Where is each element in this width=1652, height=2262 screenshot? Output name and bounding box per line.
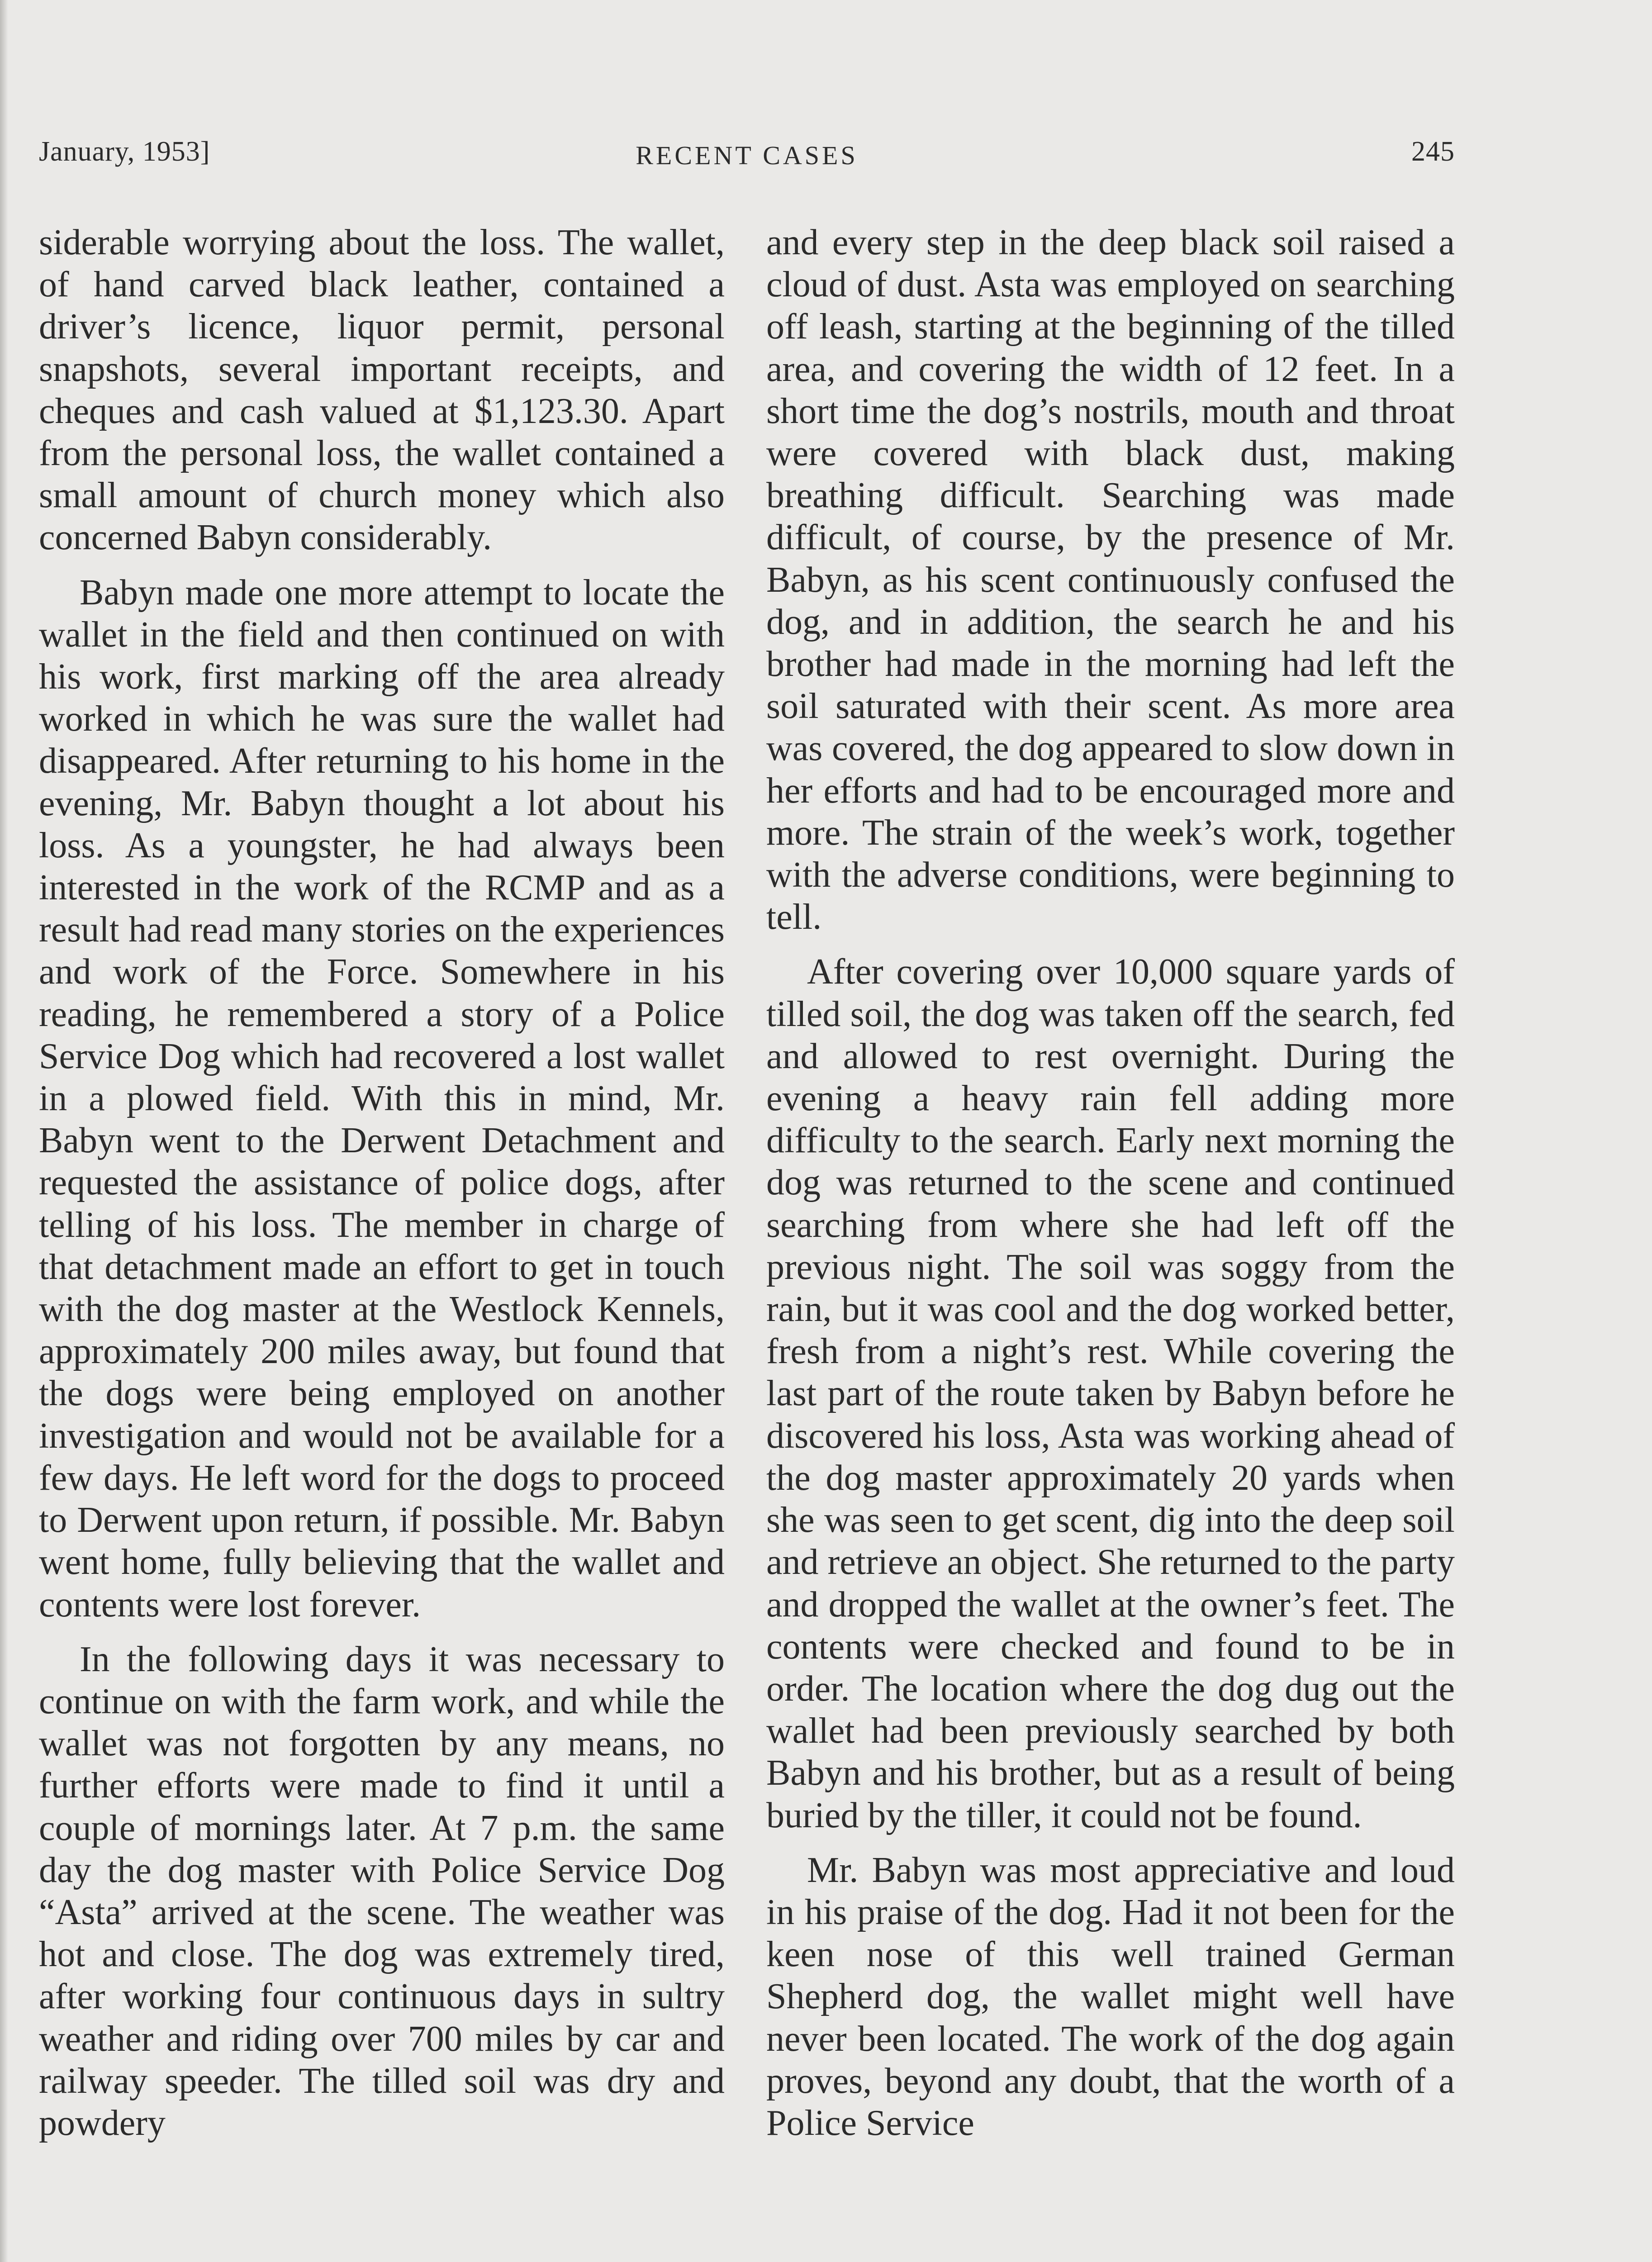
paragraph: Mr. Babyn was most appreciative and loud in his praise of the dog. Had it not been for the keen nose of this well trained German Shepherd dog, the wallet might well have never been located. The work of the dog again proves, beyond any doubt, that the worth of a Police Service (766, 1850, 1455, 2143)
paragraph: Babyn made one more attempt to locate the wallet in the field and then continued on with his work, first marking off the area already worked in which he was sure the wallet had disappeared. After returning to his home in the evening, Mr. Babyn thought a lot about his loss. As a youngster, he had always been interested in the work of the RCMP and as a result had read many stories on the experiences and work of the Force. Somewhere in his reading, he remembered a story of a Police Service Dog which had recovered a lost wallet in a plowed field. With this in mind, Mr. Babyn went to the Derwent Detachment and requested the assistance of police dogs, after telling of his loss. The member in charge of that detachment made an effort to get in touch with the dog master at the Westlock Kennels, approximately 200 miles away, but found that the dogs were being employed on another investigation and would not be available for a few days. He left word for the dogs to proceed to Derwent upon return, if possible. Mr. Babyn went home, fully believing that the wallet and contents were lost forever. (39, 572, 725, 1625)
page-number: 245 (1411, 136, 1455, 167)
header-date: January, 1953] (39, 136, 210, 167)
header-section-title: RECENT CASES (636, 141, 858, 170)
paragraph: siderable worrying about the loss. The wallet, of hand carved black leather, contained a driver’s licence, liquor permit, personal snapshots, several important receipts, and cheques and cash valued at $1,123.30. Apart from the personal loss, the wallet contained a small amount of church money which also concerned Babyn considerably. (39, 223, 725, 558)
left-column (39, 222, 725, 2144)
paragraph: In the following days it was necessary to continue on with the farm work, and while the wallet was not forgotten by any means, no further efforts were made to find it until a couple of mornings later. At 7 p.m. the same day the dog master with Police Service Dog “Asta” arrived at the scene. The weather was hot and close. The dog was extremely tired, after working four continuous days in sultry weather and riding over 700 miles by car and railway speeder. The tilled soil was dry and powdery (39, 1639, 725, 2143)
paragraph: After covering over 10,000 square yards of tilled soil, the dog was taken off the search, fed and allowed to rest overnight. During the evening a heavy rain fell adding more difficulty to the search. Early next morning the dog was returned to the scene and continued searching from where she had left off the previous night. The soil was soggy from the rain, but it was cool and the dog worked better, fresh from a night’s rest. While covering the last part of the route taken by Babyn before he discovered his loss, Asta was working ahead of the dog master approximately 20 yards when she was seen to get scent, dig into the deep soil and retrieve an object. She returned to the party and dropped the wallet at the owner’s feet. The contents were checked and found to be in order. The location where the dog dug out the wallet had been previously searched by both Babyn and his brother, but as a result of being buried by the tiller, it could not be found. (766, 952, 1455, 1835)
paragraph: and every step in the deep black soil raised a cloud of dust. Asta was employed on searching off leash, starting at the beginning of the tilled area, and covering the width of 12 feet. In a short time the dog’s nostrils, mouth and throat were covered with black dust, making breathing difficult. Searching was made difficult, of course, by the presence of Mr. Babyn, as his scent continuously confused the dog, and in addition, the search he and his brother had made in the morning had left the soil saturated with their scent. As more area was covered, the dog appeared to slow down in her efforts and had to be encouraged more and more. The strain of the week’s work, together with the adverse conditions, were beginning to tell. (766, 223, 1455, 937)
right-column (766, 222, 1455, 2144)
running-head (39, 136, 1455, 176)
